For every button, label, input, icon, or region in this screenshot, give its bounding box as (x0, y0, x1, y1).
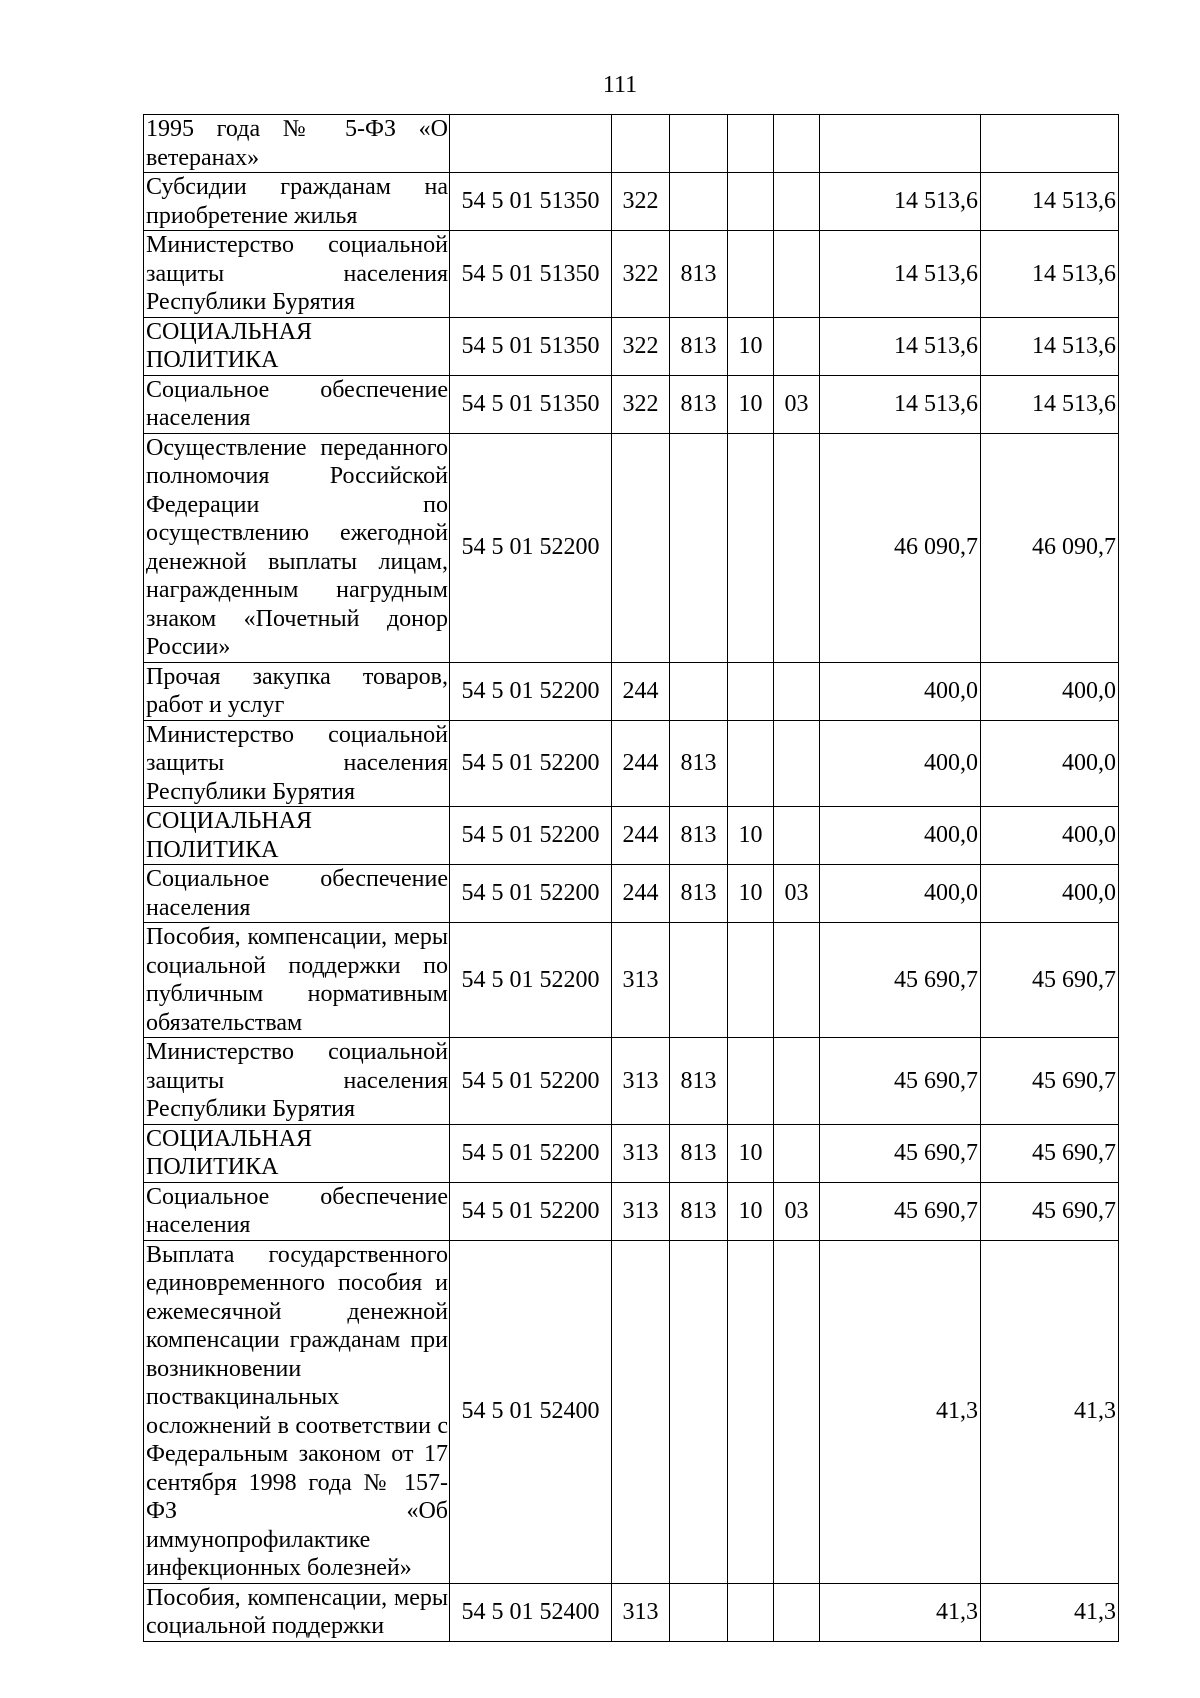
section-code-cell: 10 (728, 375, 774, 433)
target-article-code-cell: 54 5 01 52200 (450, 720, 612, 807)
section-code-cell (728, 173, 774, 231)
row-name-cell: СОЦИАЛЬНАЯ ПОЛИТИКА (144, 1124, 450, 1182)
expense-type-cell (612, 1240, 670, 1583)
target-article-code-cell: 54 5 01 51350 (450, 173, 612, 231)
table-row (144, 375, 1119, 433)
subsection-code-cell (774, 115, 820, 173)
amount-year1-cell (820, 115, 981, 173)
section-code-cell (728, 231, 774, 318)
target-article-code-cell: 54 5 01 52200 (450, 662, 612, 720)
row-name-cell: Министерство социальной защиты населения Республики Бурятия (144, 720, 450, 807)
target-article-code-cell (450, 115, 612, 173)
amount-year2-cell: 400,0 (981, 720, 1119, 807)
amount-year1-cell: 41,3 (820, 1583, 981, 1641)
expense-type-cell: 322 (612, 231, 670, 318)
row-name-cell: Выплата государственного единовременного пособия и ежемесячной денежной компенсации гражданам при возникновении поствакцинальных осложнений в соответствии с Федеральным законом от 17 сентября 1998 года № 157-ФЗ «Об иммунопрофилактике инфекционных болезней» (144, 1240, 450, 1583)
department-code-cell (670, 1240, 728, 1583)
department-code-cell: 813 (670, 375, 728, 433)
amount-year1-cell: 14 513,6 (820, 317, 981, 375)
row-name-cell: Социальное обеспечение населения (144, 865, 450, 923)
department-code-cell: 813 (670, 1038, 728, 1125)
table-row (144, 231, 1119, 318)
section-code-cell (728, 115, 774, 173)
table-row (144, 173, 1119, 231)
row-name-cell: СОЦИАЛЬНАЯ ПОЛИТИКА (144, 807, 450, 865)
section-code-cell: 10 (728, 1182, 774, 1240)
subsection-code-cell (774, 807, 820, 865)
section-code-cell (728, 1240, 774, 1583)
amount-year2-cell: 400,0 (981, 662, 1119, 720)
table-row (144, 1182, 1119, 1240)
amount-year1-cell: 400,0 (820, 865, 981, 923)
department-code-cell: 813 (670, 865, 728, 923)
expense-type-cell: 244 (612, 807, 670, 865)
target-article-code-cell: 54 5 01 51350 (450, 317, 612, 375)
expense-type-cell: 322 (612, 317, 670, 375)
target-article-code-cell: 54 5 01 52200 (450, 1124, 612, 1182)
row-name-cell: Социальное обеспечение населения (144, 1182, 450, 1240)
department-code-cell: 813 (670, 231, 728, 318)
expense-type-cell: 313 (612, 1124, 670, 1182)
section-code-cell (728, 1038, 774, 1125)
subsection-code-cell (774, 173, 820, 231)
amount-year2-cell: 400,0 (981, 807, 1119, 865)
department-code-cell (670, 173, 728, 231)
amount-year2-cell (981, 115, 1119, 173)
subsection-code-cell: 03 (774, 865, 820, 923)
target-article-code-cell: 54 5 01 51350 (450, 231, 612, 318)
amount-year2-cell: 14 513,6 (981, 317, 1119, 375)
section-code-cell (728, 433, 774, 662)
department-code-cell (670, 115, 728, 173)
subsection-code-cell (774, 433, 820, 662)
table-row (144, 865, 1119, 923)
section-code-cell: 10 (728, 807, 774, 865)
department-code-cell: 813 (670, 1124, 728, 1182)
table-row (144, 115, 1119, 173)
row-name-cell: Министерство социальной защиты населения Республики Бурятия (144, 231, 450, 318)
amount-year2-cell: 14 513,6 (981, 231, 1119, 318)
amount-year2-cell: 45 690,7 (981, 1038, 1119, 1125)
expense-type-cell: 313 (612, 1182, 670, 1240)
row-name-cell: 1995 года № 5-ФЗ «О ветеранах» (144, 115, 450, 173)
table-row (144, 1124, 1119, 1182)
amount-year1-cell: 45 690,7 (820, 1038, 981, 1125)
table-row (144, 1240, 1119, 1583)
subsection-code-cell (774, 317, 820, 375)
row-name-cell: Пособия, компенсации, меры социальной поддержки по публичным нормативным обязательствам (144, 923, 450, 1038)
budget-table (143, 114, 1119, 1642)
amount-year2-cell: 45 690,7 (981, 1124, 1119, 1182)
amount-year2-cell: 41,3 (981, 1240, 1119, 1583)
department-code-cell: 813 (670, 720, 728, 807)
expense-type-cell: 244 (612, 662, 670, 720)
table-row (144, 807, 1119, 865)
section-code-cell: 10 (728, 317, 774, 375)
row-name-cell: Социальное обеспечение населения (144, 375, 450, 433)
subsection-code-cell: 03 (774, 1182, 820, 1240)
amount-year1-cell: 14 513,6 (820, 231, 981, 318)
department-code-cell (670, 1583, 728, 1641)
amount-year2-cell: 45 690,7 (981, 1182, 1119, 1240)
target-article-code-cell: 54 5 01 52200 (450, 433, 612, 662)
row-name-cell: Министерство социальной защиты населения Республики Бурятия (144, 1038, 450, 1125)
subsection-code-cell (774, 1038, 820, 1125)
target-article-code-cell: 54 5 01 52400 (450, 1240, 612, 1583)
target-article-code-cell: 54 5 01 52200 (450, 923, 612, 1038)
target-article-code-cell: 54 5 01 52200 (450, 807, 612, 865)
amount-year2-cell: 14 513,6 (981, 375, 1119, 433)
amount-year1-cell: 14 513,6 (820, 375, 981, 433)
expense-type-cell (612, 115, 670, 173)
row-name-cell: Прочая закупка товаров, работ и услуг (144, 662, 450, 720)
page-number: 111 (602, 72, 638, 98)
expense-type-cell: 313 (612, 923, 670, 1038)
department-code-cell: 813 (670, 317, 728, 375)
expense-type-cell: 244 (612, 720, 670, 807)
amount-year1-cell: 46 090,7 (820, 433, 981, 662)
expense-type-cell (612, 433, 670, 662)
amount-year1-cell: 14 513,6 (820, 173, 981, 231)
amount-year1-cell: 400,0 (820, 720, 981, 807)
section-code-cell: 10 (728, 865, 774, 923)
expense-type-cell: 244 (612, 865, 670, 923)
department-code-cell: 813 (670, 807, 728, 865)
amount-year1-cell: 45 690,7 (820, 1124, 981, 1182)
row-name-cell: СОЦИАЛЬНАЯ ПОЛИТИКА (144, 317, 450, 375)
amount-year1-cell: 400,0 (820, 807, 981, 865)
amount-year1-cell: 400,0 (820, 662, 981, 720)
section-code-cell (728, 662, 774, 720)
target-article-code-cell: 54 5 01 52200 (450, 865, 612, 923)
amount-year1-cell: 45 690,7 (820, 923, 981, 1038)
subsection-code-cell (774, 662, 820, 720)
amount-year1-cell: 45 690,7 (820, 1182, 981, 1240)
subsection-code-cell: 03 (774, 375, 820, 433)
target-article-code-cell: 54 5 01 52200 (450, 1182, 612, 1240)
table-row (144, 662, 1119, 720)
row-name-cell: Субсидии гражданам на приобретение жилья (144, 173, 450, 231)
row-name-cell: Осуществление переданного полномочия Российской Федерации по осуществлению ежегодной денежной выплаты лицам, награжденным нагрудным знаком «Почетный донор России» (144, 433, 450, 662)
section-code-cell (728, 1583, 774, 1641)
expense-type-cell: 322 (612, 173, 670, 231)
expense-type-cell: 313 (612, 1583, 670, 1641)
table-row (144, 433, 1119, 662)
subsection-code-cell (774, 1583, 820, 1641)
amount-year2-cell: 45 690,7 (981, 923, 1119, 1038)
amount-year2-cell: 400,0 (981, 865, 1119, 923)
table-row (144, 923, 1119, 1038)
amount-year1-cell: 41,3 (820, 1240, 981, 1583)
section-code-cell (728, 720, 774, 807)
table-row (144, 1583, 1119, 1641)
amount-year2-cell: 14 513,6 (981, 173, 1119, 231)
subsection-code-cell (774, 1124, 820, 1182)
department-code-cell (670, 662, 728, 720)
table-row (144, 720, 1119, 807)
target-article-code-cell: 54 5 01 52200 (450, 1038, 612, 1125)
target-article-code-cell: 54 5 01 52400 (450, 1583, 612, 1641)
amount-year2-cell: 41,3 (981, 1583, 1119, 1641)
row-name-cell: Пособия, компенсации, меры социальной поддержки (144, 1583, 450, 1641)
table-row (144, 317, 1119, 375)
expense-type-cell: 322 (612, 375, 670, 433)
subsection-code-cell (774, 923, 820, 1038)
section-code-cell: 10 (728, 1124, 774, 1182)
department-code-cell (670, 923, 728, 1038)
department-code-cell (670, 433, 728, 662)
target-article-code-cell: 54 5 01 51350 (450, 375, 612, 433)
subsection-code-cell (774, 720, 820, 807)
subsection-code-cell (774, 1240, 820, 1583)
department-code-cell: 813 (670, 1182, 728, 1240)
subsection-code-cell (774, 231, 820, 318)
expense-type-cell: 313 (612, 1038, 670, 1125)
amount-year2-cell: 46 090,7 (981, 433, 1119, 662)
section-code-cell (728, 923, 774, 1038)
table-row (144, 1038, 1119, 1125)
